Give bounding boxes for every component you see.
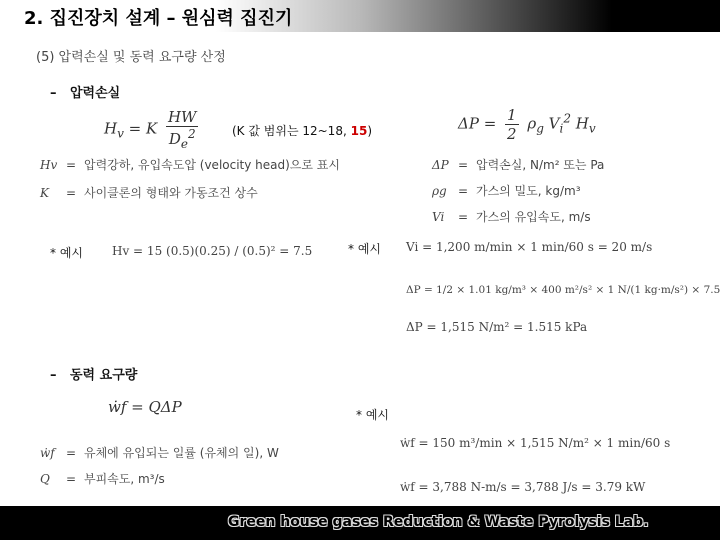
formula-dp-v: V [543,114,560,133]
def-equals: = [66,446,77,460]
def-symbol: ẇf [40,446,55,460]
def-equals: = [66,472,77,486]
k-note-suffix: ) [367,124,372,138]
def-equals: = [66,158,77,172]
def-vi [432,208,591,225]
def-k [40,184,258,201]
formula-hv-den-sup: 2 [187,127,196,141]
section-subtitle: (5) 압력손실 및 동력 요구량 산정 [36,50,226,65]
formula-dp-den: 2 [507,125,517,143]
formula-dp-h-sub: v [588,121,596,136]
section-label: 압력손실 [70,86,121,101]
example-label-3: * 예시 [356,408,389,422]
formula-dp-v-sup: 2 [563,111,571,126]
def-symbol: Q [40,472,50,486]
section-label: 동력 요구량 [70,368,138,383]
def-text: 압력손실, N/m² 또는 Pa [476,158,605,172]
def-symbol: K [40,186,49,200]
example-label-2: * 예시 [348,242,381,256]
example-dp-calc-1: ΔP = 1/2 × 1.01 kg/m³ × 400 m²/s² × 1 N/(1 kg·m/s²) × 7.5 [406,284,720,296]
page-title: 2. 집진장치 설계 – 원심력 집진기 [24,8,293,29]
formula-dp-rho-sub: g [536,121,544,136]
footer-bar [0,506,720,540]
formula-dp-v-sub: i [559,121,564,136]
def-equals: = [458,210,469,224]
example-hv-calc: Hv = 15 (0.5)(0.25) / (0.5)² = 7.5 [112,244,313,258]
def-equals: = [458,184,469,198]
formula-dp-lhs: ΔP = [458,114,502,133]
k-note-prefix: (K 값 범위는 12~18, [232,124,347,138]
def-wf [40,444,279,461]
formula-dp-fraction [505,106,519,143]
def-q [40,470,165,487]
def-symbol: ΔP [432,158,449,172]
example-dp-calc-2: ΔP = 1,515 N/m² = 1.515 kPa [406,320,588,334]
def-text: 가스의 유입속도, m/s [476,210,591,224]
formula-wf: ẇf = QΔP [108,398,182,416]
formula-hv-den [167,127,198,151]
title-bar [0,0,720,32]
def-symbol: Hv [40,158,58,172]
section-dash: – [50,368,57,383]
formula-hv-lhs: H [104,119,118,138]
formula-dp-rho: ρ [527,114,537,133]
formula-dp [458,106,596,143]
section-power-requirement [50,364,137,383]
formula-dp-num: 1 [507,106,517,124]
def-text: 압력강하, 유입속도압 (velocity head)으로 표시 [84,158,340,172]
def-equals: = [66,186,77,200]
formula-hv-num: HW [167,108,197,126]
section-pressure-loss [50,82,120,101]
def-rho [432,182,581,199]
example-wf-calc-2: ẇf = 3,788 N-m/s = 3,788 J/s = 3.79 kW [400,480,646,494]
formula-dp-h: H [570,114,589,133]
k-note-highlight: 15 [350,124,368,138]
def-text: 가스의 밀도, kg/m³ [476,184,581,198]
def-symbol: Vi [432,210,445,224]
formula-hv-lhs-sub: v [117,126,124,141]
def-text: 부피속도, m³/s [84,472,165,486]
section-dash: – [50,86,57,101]
formula-hv-den-sym: D [168,130,181,148]
formula-hv-den-sub: e [180,137,188,151]
def-equals: = [458,158,469,172]
def-symbol: ρg [432,184,447,198]
def-dp [432,156,604,173]
formula-hv [104,108,202,151]
formula-hv-eq: = K [123,119,158,138]
example-wf-calc-1: ẇf = 150 m³/min × 1,515 N/m² × 1 min/60 s [400,436,671,450]
footer-lab-name: Green house gases Reduction & Waste Pyrolysis Lab. [228,514,649,530]
k-range-note [232,122,372,139]
def-text: 유체에 유입되는 일률 (유체의 일), W [84,446,279,460]
def-text: 사이클론의 형태와 가동조건 상수 [84,186,258,200]
formula-hv-fraction [166,108,199,151]
example-vi-calc: Vi = 1,200 m/min × 1 min/60 s = 20 m/s [406,240,653,254]
def-hv [40,156,340,173]
example-label-1: * 예시 [50,246,83,260]
